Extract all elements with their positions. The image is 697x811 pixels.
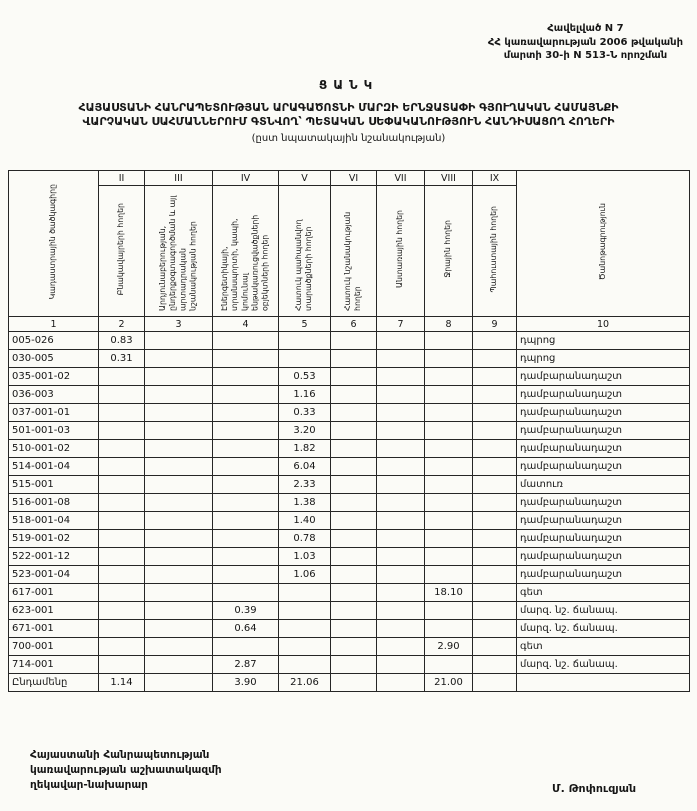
note-cell: մարզ. նշ. ճանապ.	[517, 656, 690, 674]
area-value-cell	[331, 530, 377, 548]
area-value-cell	[331, 674, 377, 692]
area-value-cell	[331, 332, 377, 350]
area-value-cell	[331, 620, 377, 638]
area-value-cell: 1.82	[279, 440, 331, 458]
parcel-code-cell: 518-001-04	[9, 512, 99, 530]
column-number-1: 1	[9, 317, 99, 332]
area-value-cell	[213, 638, 279, 656]
area-value-cell	[473, 476, 517, 494]
area-value-cell	[99, 476, 145, 494]
area-value-cell	[145, 674, 213, 692]
table-row	[9, 584, 690, 602]
area-value-cell	[213, 494, 279, 512]
area-value-cell	[279, 332, 331, 350]
area-value-cell	[145, 512, 213, 530]
parcel-code-cell: 671-001	[9, 620, 99, 638]
parcel-code-cell: 623-001	[9, 602, 99, 620]
protected-lands-header-text: Հատուկ պահպանվող տարածքների հողեր	[294, 219, 314, 311]
area-value-cell	[145, 404, 213, 422]
area-value-cell	[377, 602, 425, 620]
area-value-cell	[331, 386, 377, 404]
area-value-cell	[473, 548, 517, 566]
area-value-cell	[425, 548, 473, 566]
area-value-cell	[145, 440, 213, 458]
area-value-cell: 21.00	[425, 674, 473, 692]
col-header-note	[517, 171, 690, 317]
area-value-cell	[213, 458, 279, 476]
column-number-6: 6	[331, 317, 377, 332]
note-cell: դամբարանադաշտ	[517, 494, 690, 512]
area-value-cell	[473, 674, 517, 692]
area-value-cell	[377, 332, 425, 350]
column-number-10: 10	[517, 317, 690, 332]
infrastructure-lands-header-text: Էներգետիկայի, տրանսպորտի, կապի, կոմունալ ենթակառուցվածքների օբյեկտների հողեր	[220, 214, 270, 311]
area-value-cell	[213, 404, 279, 422]
roman-numeral-vii: VII	[377, 171, 425, 186]
parcel-code-cell: 617-001	[9, 584, 99, 602]
column-number-8: 8	[425, 317, 473, 332]
area-value-cell	[425, 332, 473, 350]
area-value-cell	[473, 638, 517, 656]
table-row	[9, 368, 690, 386]
area-value-cell	[425, 656, 473, 674]
area-value-cell	[377, 638, 425, 656]
area-value-cell: 0.64	[213, 620, 279, 638]
table-row	[9, 332, 690, 350]
area-value-cell	[425, 530, 473, 548]
area-value-cell	[145, 584, 213, 602]
note-cell: դամբարանադաշտ	[517, 566, 690, 584]
area-value-cell: 18.10	[425, 584, 473, 602]
col-header-infrastructure-lands	[213, 186, 279, 317]
col-header-protected-lands	[279, 186, 331, 317]
area-value-cell	[377, 620, 425, 638]
note-cell: գետ	[517, 584, 690, 602]
area-value-cell	[473, 440, 517, 458]
note-cell: դամբարանադաշտ	[517, 530, 690, 548]
area-value-cell	[331, 584, 377, 602]
area-value-cell: 1.38	[279, 494, 331, 512]
area-value-cell	[145, 620, 213, 638]
appendix-line-2: ՀՀ կառավարության 2006 թվականի	[487, 36, 683, 48]
area-value-cell: 3.90	[213, 674, 279, 692]
col-header-reserve-lands	[473, 186, 517, 317]
roman-numeral-ii: II	[99, 171, 145, 186]
note-header-text: Ծանոթագրություն	[597, 203, 607, 281]
note-cell: դպրոց	[517, 332, 690, 350]
area-value-cell	[145, 368, 213, 386]
settlement-lands-header-text: Բնակավայրերի հողեր	[116, 202, 126, 296]
note-cell: մարզ. նշ. ճանապ.	[517, 620, 690, 638]
area-value-cell	[213, 422, 279, 440]
column-number-row	[9, 317, 690, 332]
parcel-code-cell: 037-001-01	[9, 404, 99, 422]
area-value-cell	[377, 386, 425, 404]
area-value-cell: 1.14	[99, 674, 145, 692]
area-value-cell	[99, 566, 145, 584]
roman-numeral-viii: VIII	[425, 171, 473, 186]
area-value-cell	[145, 638, 213, 656]
area-value-cell: 21.06	[279, 674, 331, 692]
area-value-cell: 1.03	[279, 548, 331, 566]
column-number-9: 9	[473, 317, 517, 332]
area-value-cell	[331, 656, 377, 674]
document-title	[8, 101, 689, 130]
area-value-cell	[279, 638, 331, 656]
area-value-cell: 2.33	[279, 476, 331, 494]
forest-lands-header-text: Անտառային հողեր	[395, 210, 405, 288]
table-row	[9, 494, 690, 512]
list-heading: ՑԱՆԿ	[318, 78, 379, 92]
area-value-cell	[473, 386, 517, 404]
area-value-cell	[213, 332, 279, 350]
note-cell: դամբարանադաշտ	[517, 386, 690, 404]
org-line-1: Հայաստանի Հանրապետության	[30, 749, 210, 761]
area-value-cell	[377, 368, 425, 386]
title-line-1: ՀԱՅԱՍՏԱՆԻ ՀԱՆՐԱՊԵՏՈՒԹՅԱՆ ԱՐԱԳԱԾՈՏՆԻ ՄԱՐԶԻ ԵՐՆՋԱՏԱՓԻ ԳՅՈՒՂԱԿԱՆ ՀԱՄԱՅՆՔԻ	[78, 101, 619, 114]
table-row	[9, 602, 690, 620]
roman-numeral-iii: III	[145, 171, 213, 186]
title-line-2: ՎԱՐՉԱԿԱՆ ՍԱՀՄԱՆՆԵՐՈՒՄ ԳՏՆՎՈՂ՝ ՊԵՏԱԿԱՆ ՍԵՓԱԿԱՆՈՒԹՅՈՒՆ ՀԱՆԴԻՍԱՑՈՂ ՀՈՂԵՐԻ	[82, 115, 615, 129]
area-value-cell	[145, 458, 213, 476]
land-parcels-table	[8, 170, 690, 692]
note-cell: դամբարանադաշտ	[517, 440, 690, 458]
parcel-code-cell: 523-001-04	[9, 566, 99, 584]
area-value-cell	[331, 548, 377, 566]
table-row	[9, 638, 690, 656]
area-value-cell	[331, 422, 377, 440]
table-row	[9, 404, 690, 422]
area-value-cell	[331, 602, 377, 620]
area-value-cell: 6.04	[279, 458, 331, 476]
area-value-cell	[99, 404, 145, 422]
parcel-code-cell: 501-001-03	[9, 422, 99, 440]
area-value-cell	[331, 638, 377, 656]
note-cell: դամբարանադաշտ	[517, 458, 690, 476]
area-value-cell	[99, 368, 145, 386]
table-row	[9, 350, 690, 368]
area-value-cell	[331, 566, 377, 584]
area-value-cell	[331, 458, 377, 476]
column-number-7: 7	[377, 317, 425, 332]
area-value-cell	[99, 458, 145, 476]
area-value-cell	[425, 386, 473, 404]
area-value-cell	[377, 548, 425, 566]
parcel-code-cell: 036-003	[9, 386, 99, 404]
area-value-cell	[377, 584, 425, 602]
column-number-3: 3	[145, 317, 213, 332]
area-value-cell	[99, 422, 145, 440]
area-value-cell	[145, 494, 213, 512]
area-value-cell	[473, 494, 517, 512]
note-cell	[517, 674, 690, 692]
area-value-cell	[377, 476, 425, 494]
note-cell: մատուռ	[517, 476, 690, 494]
roman-numeral-iv: IV	[213, 171, 279, 186]
area-value-cell	[473, 584, 517, 602]
area-value-cell	[425, 476, 473, 494]
table-row	[9, 386, 690, 404]
roman-numeral-row	[9, 171, 690, 186]
area-value-cell: 3.20	[279, 422, 331, 440]
area-value-cell	[145, 386, 213, 404]
col-header-forest-lands	[377, 186, 425, 317]
area-value-cell	[377, 512, 425, 530]
area-value-cell	[377, 350, 425, 368]
appendix-block	[488, 22, 683, 63]
note-cell: դամբարանադաշտ	[517, 404, 690, 422]
col-header-cadastral-code	[9, 171, 99, 317]
area-value-cell	[425, 620, 473, 638]
area-value-cell	[331, 368, 377, 386]
area-value-cell	[145, 350, 213, 368]
parcel-code-cell: 522-001-12	[9, 548, 99, 566]
parcel-code-cell: 005-026	[9, 332, 99, 350]
area-value-cell	[473, 332, 517, 350]
area-value-cell	[213, 386, 279, 404]
area-value-cell	[425, 512, 473, 530]
reserve-lands-header-text: Պահուստային հողեր	[489, 205, 499, 293]
area-value-cell	[425, 458, 473, 476]
area-value-cell	[213, 440, 279, 458]
area-value-cell	[145, 422, 213, 440]
area-value-cell	[425, 422, 473, 440]
area-value-cell	[279, 620, 331, 638]
area-value-cell	[473, 530, 517, 548]
area-value-cell	[377, 404, 425, 422]
appendix-line-3: մարտի 30-ի N 513-Ն որոշման	[503, 50, 668, 61]
area-value-cell	[331, 512, 377, 530]
area-value-cell	[145, 566, 213, 584]
area-value-cell	[279, 656, 331, 674]
parcel-code-cell: 514-001-04	[9, 458, 99, 476]
area-value-cell	[377, 656, 425, 674]
parcel-code-cell: 714-001	[9, 656, 99, 674]
note-cell: դամբարանադաշտ	[517, 422, 690, 440]
area-value-cell	[377, 674, 425, 692]
area-value-cell	[331, 404, 377, 422]
area-value-cell	[425, 494, 473, 512]
note-cell: մարզ. նշ. ճանապ.	[517, 602, 690, 620]
column-number-5: 5	[279, 317, 331, 332]
area-value-cell	[99, 620, 145, 638]
area-value-cell	[377, 458, 425, 476]
table-row	[9, 476, 690, 494]
area-value-cell: 2.90	[425, 638, 473, 656]
area-value-cell	[377, 494, 425, 512]
table-row	[9, 566, 690, 584]
roman-numeral-v: V	[279, 171, 331, 186]
area-value-cell	[99, 386, 145, 404]
col-header-special-purpose-lands	[331, 186, 377, 317]
table-row	[9, 548, 690, 566]
water-lands-header-text: Ջրային հողեր	[443, 220, 453, 278]
area-value-cell	[473, 620, 517, 638]
area-value-cell	[473, 368, 517, 386]
parcel-code-cell: 030-005	[9, 350, 99, 368]
total-label-cell: Ընդամենը	[9, 674, 99, 692]
note-cell: դամբարանադաշտ	[517, 512, 690, 530]
area-value-cell	[213, 566, 279, 584]
area-value-cell	[331, 350, 377, 368]
parcel-code-cell: 516-001-08	[9, 494, 99, 512]
area-value-cell	[377, 566, 425, 584]
area-value-cell	[377, 440, 425, 458]
area-value-cell: 1.40	[279, 512, 331, 530]
area-value-cell	[99, 440, 145, 458]
area-value-cell	[473, 656, 517, 674]
area-value-cell	[99, 494, 145, 512]
area-value-cell	[99, 602, 145, 620]
table-body	[9, 332, 690, 692]
area-value-cell	[473, 512, 517, 530]
area-value-cell	[213, 584, 279, 602]
signature-block	[30, 748, 222, 794]
area-value-cell: 0.53	[279, 368, 331, 386]
area-value-cell: 0.39	[213, 602, 279, 620]
area-value-cell: 0.31	[99, 350, 145, 368]
table-row	[9, 440, 690, 458]
col-header-industrial-lands	[145, 186, 213, 317]
area-value-cell	[145, 548, 213, 566]
area-value-cell	[145, 530, 213, 548]
area-value-cell	[377, 530, 425, 548]
org-line-2: կառավարության աշխատակազմի	[30, 764, 222, 777]
area-value-cell: 0.33	[279, 404, 331, 422]
org-line-3: ղեկավար-նախարար	[30, 779, 148, 792]
area-value-cell	[425, 404, 473, 422]
table-row	[9, 458, 690, 476]
area-value-cell	[473, 602, 517, 620]
parcel-code-cell: 510-001-02	[9, 440, 99, 458]
table-row	[9, 422, 690, 440]
note-cell: դամբարանադաշտ	[517, 368, 690, 386]
area-value-cell: 0.83	[99, 332, 145, 350]
area-value-cell	[213, 530, 279, 548]
area-value-cell	[473, 422, 517, 440]
area-value-cell: 2.87	[213, 656, 279, 674]
area-value-cell	[145, 476, 213, 494]
column-number-4: 4	[213, 317, 279, 332]
appendix-line-1: Հավելված N 7	[547, 23, 624, 34]
area-value-cell	[473, 458, 517, 476]
table-row	[9, 512, 690, 530]
area-value-cell	[213, 368, 279, 386]
area-value-cell	[213, 476, 279, 494]
table-row	[9, 656, 690, 674]
area-value-cell	[425, 602, 473, 620]
parcel-code-cell: 515-001	[9, 476, 99, 494]
cadastral-code-header-text: Կադաստրային ծածկագիրը	[48, 184, 58, 300]
area-value-cell	[279, 350, 331, 368]
document-subtitle: (ըստ նպատակային նշանակության)	[251, 133, 446, 144]
note-cell: դամբարանադաշտ	[517, 548, 690, 566]
industrial-lands-header-text: Արդյունաբերության, ընդերքօգտագործման և այլ արտադրական նշանակության հողեր	[158, 195, 198, 311]
area-value-cell	[145, 602, 213, 620]
area-value-cell	[145, 656, 213, 674]
area-value-cell	[99, 584, 145, 602]
note-cell: դպրոց	[517, 350, 690, 368]
area-value-cell: 1.16	[279, 386, 331, 404]
area-value-cell	[213, 548, 279, 566]
parcel-code-cell: 519-001-02	[9, 530, 99, 548]
area-value-cell	[99, 638, 145, 656]
area-value-cell	[425, 368, 473, 386]
area-value-cell	[473, 566, 517, 584]
table-total-row	[9, 674, 690, 692]
col-header-settlement-lands	[99, 186, 145, 317]
area-value-cell	[425, 566, 473, 584]
table-row	[9, 620, 690, 638]
roman-numeral-vi: VI	[331, 171, 377, 186]
area-value-cell	[473, 350, 517, 368]
area-value-cell	[425, 440, 473, 458]
parcel-code-cell: 700-001	[9, 638, 99, 656]
area-value-cell	[473, 404, 517, 422]
area-value-cell	[331, 494, 377, 512]
area-value-cell	[331, 476, 377, 494]
area-value-cell	[99, 512, 145, 530]
col-header-water-lands	[425, 186, 473, 317]
table-row	[9, 530, 690, 548]
area-value-cell	[213, 350, 279, 368]
area-value-cell	[425, 350, 473, 368]
area-value-cell	[331, 440, 377, 458]
special-purpose-lands-header-text: Հատուկ նշանակության հողեր	[343, 211, 363, 311]
area-value-cell	[213, 512, 279, 530]
column-number-2: 2	[99, 317, 145, 332]
roman-numeral-ix: IX	[473, 171, 517, 186]
area-value-cell	[99, 530, 145, 548]
note-cell: գետ	[517, 638, 690, 656]
area-value-cell	[279, 584, 331, 602]
area-value-cell	[145, 332, 213, 350]
area-value-cell: 0.78	[279, 530, 331, 548]
area-value-cell	[99, 548, 145, 566]
area-value-cell	[377, 422, 425, 440]
area-value-cell	[279, 602, 331, 620]
area-value-cell	[99, 656, 145, 674]
area-value-cell: 1.06	[279, 566, 331, 584]
parcel-code-cell: 035-001-02	[9, 368, 99, 386]
signatory-name: Մ. Թոփուզյան	[552, 782, 637, 795]
